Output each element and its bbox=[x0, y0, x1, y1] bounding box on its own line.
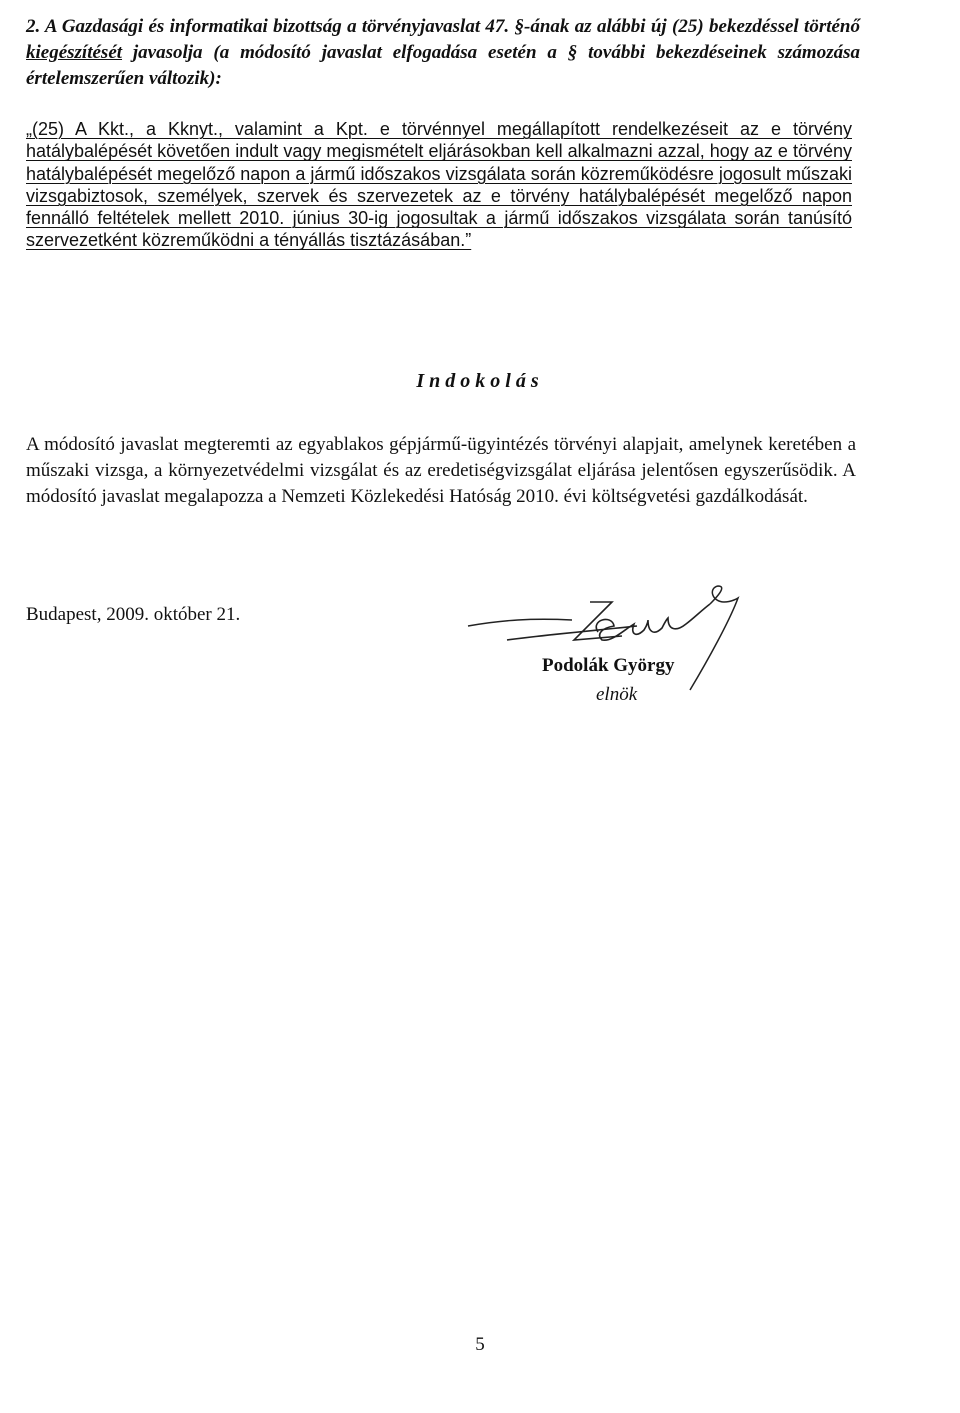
intro-underlined-word: kiegészítését bbox=[26, 42, 123, 63]
intro-text-2: javasolja (a módosító javaslat elfogadása esetén a § további bekezdéseinek számozása értelemszerűen változik): bbox=[26, 42, 860, 89]
justification-heading: Indokolás bbox=[416, 370, 544, 392]
signer-name: Podolák György bbox=[542, 655, 675, 676]
justification-text: A módosító javaslat megteremti az egyablakos gépjármű-ügyintézés törvényi alapjait, amelynek keretében a műszaki vizsga, a környezetvédelmi vizsgálat és az eredetiségvizsgálat eljárása jelentősen egyszerűsödik. A módosító javaslat megalapozza a Nemzeti Közlekedési Hatóság 2010. évi költségvetési gazdálkodását. bbox=[26, 434, 856, 507]
intro-text-1: 2. A Gazdasági és informatikai bizottság a törvényjavaslat 47. §-ának az alábbi új (25) bekezdéssel történő bbox=[26, 16, 860, 37]
amendment-intro bbox=[26, 14, 860, 92]
place-date: Budapest, 2009. október 21. bbox=[26, 604, 241, 625]
quoted-paragraph: „(25) A Kkt., a Kknyt., valamint a Kpt. e törvénnyel megállapított rendelkezéseit az e törvény hatálybalépését követően indult vagy megismételt eljárásokban kell alkalmazni azzal, hogy az e törvény hatálybalépését megelőző napon a jármű időszakos vizsgálata során közreműködésre jogosult műszaki vizsgabiztosok, személyek, szervek és szervezetek az e törvény hatálybalépését megelőző napon fennálló feltételek mellett 2010. június 30-ig jogosultak a jármű időszakos vizsgálata során tanúsító szervezetként közreműködni a tényállás tisztázásában.” bbox=[26, 119, 852, 251]
page-number: 5 bbox=[475, 1334, 485, 1355]
signer-title: elnök bbox=[596, 684, 638, 705]
